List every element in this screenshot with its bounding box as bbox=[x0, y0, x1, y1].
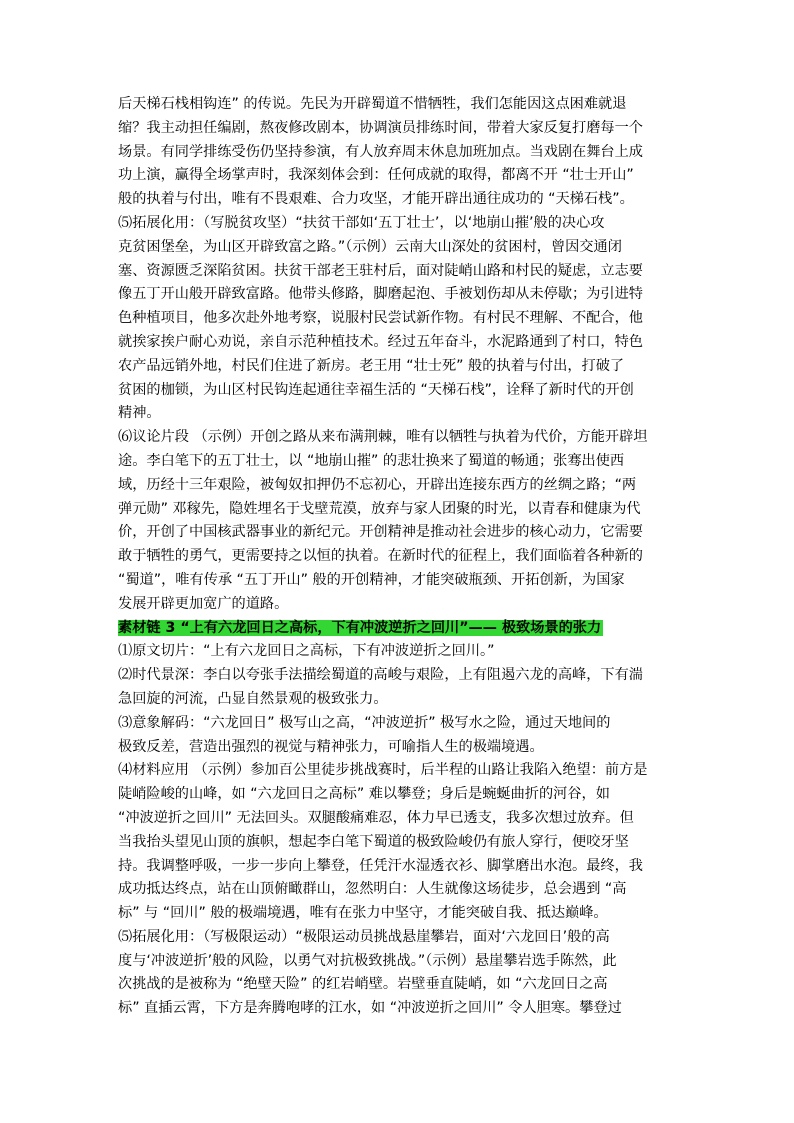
text-line: “冲波逆折之回川” 无法回头。双腿酸痛难忍，体力早已透支，我多次想过放弃。但 bbox=[118, 809, 634, 826]
text-line: 像五丁开山般开辟致富路。他带头修路，脚磨起泡、手被划伤却从未停歇；为引进特 bbox=[118, 286, 643, 303]
text-line: 敢于牺牲的勇气，更需要持之以恒的执着。在新时代的征程上，我们面临着各种新的 bbox=[118, 548, 643, 565]
text-line: 域，历经十三年艰险，被匈奴扣押仍不忘初心，开辟出连接东西方的丝绸之路；“两 bbox=[118, 476, 637, 493]
document-page bbox=[118, 93, 680, 1021]
text-line: 急回旋的河流，凸显自然景观的极致张力。 bbox=[118, 690, 388, 707]
text-line: 发展开辟更加宽广的道路。 bbox=[118, 595, 289, 612]
text-line: 克贫困堡垒，为山区开辟致富之路。”（示例）云南大山深处的贫困村，曾因交通闭 bbox=[118, 238, 622, 255]
text-line: 度与‘冲波逆折’般的风险，以勇气对抗极致挑战。”（示例）悬崖攀岩选手陈然，此 bbox=[118, 952, 617, 969]
text-line: 就挨家挨户耐心劝说，亲自示范种植技术。经过五年奋斗，水泥路通到了村口，特色 bbox=[118, 333, 643, 350]
text-line: 塞、资源匮乏深陷贫困。扶贫干部老王驻村后，面对陡峭山路和村民的疑虑，立志要 bbox=[118, 262, 643, 279]
text-line: 陡峭险峻的山峰，如 “六龙回日之高标” 难以攀登；身后是蜿蜒曲折的河谷，如 bbox=[118, 786, 610, 803]
text-line: ⑸拓展化用：（写极限运动）“极限运动员挑战悬崖攀岩，面对‘六龙回日’般的高 bbox=[118, 928, 610, 945]
text-line: 精神。 bbox=[118, 405, 161, 422]
text-line: 极致反差，营造出强烈的视觉与精神张力，可喻指人生的极端境遇。 bbox=[118, 738, 544, 755]
text-line: 色种植项目，他多次赴外地考察，说服村民尝试新作物。有村民不理解、不配合，他 bbox=[118, 310, 643, 327]
text-line: ⑵时代景深：李白以夸张手法描绘蜀道的高峻与艰险，上有阻遏六龙的高峰，下有湍 bbox=[118, 667, 643, 684]
text-line: 贫困的枷锁，为山区村民钩连起通往幸福生活的 “天梯石栈”，诠释了新时代的开创 bbox=[118, 381, 634, 398]
text-line: 缩？我主动担任编剧，熬夜修改剧本，协调演员排练时间，带着大家反复打磨每一个 bbox=[118, 119, 643, 136]
section-heading: 素材链 3 “上有六龙回日之高标，下有冲波逆折之回川”—— 极致场景的张力 bbox=[118, 619, 602, 636]
text-line: ⑶意象解码：“六龙回日” 极写山之高，“冲波逆折” 极写水之险，通过天地间的 bbox=[118, 714, 611, 731]
text-line: 功上演，赢得全场掌声时，我深刻体会到：任何成就的取得，都离不开 “壮士开山” bbox=[118, 167, 634, 184]
text-line: 当我抬头望见山顶的旗帜，想起李白笔下蜀道的极致险峻仍有旅人穿行，便咬牙坚 bbox=[118, 833, 629, 850]
text-line: 标” 直插云霄，下方是奔腾咆哮的江水，如 “冲波逆折之回川” 令人胆寒。攀登过 bbox=[118, 1000, 622, 1017]
text-line: 后天梯石栈相钩连” 的传说。先民为开辟蜀道不惜牺牲，我们怎能因这点困难就退 bbox=[118, 96, 627, 112]
text-line: 农产品远销外地，村民们住进了新房。老王用 “壮士死” 般的执着与付出，打破了 bbox=[118, 357, 625, 374]
essay-section-1 bbox=[118, 93, 680, 617]
text-line: “蜀道”，唯有传承 “五丁开山” 般的开创精神，才能突破瓶颈、开拓创新，为国家 bbox=[118, 571, 625, 588]
text-line: 弹元勋” 邓稼先，隐姓埋名于戈壁荒漠，放弃与家人团聚的时光，以青春和健康为代 bbox=[118, 500, 641, 517]
text-line: 价，开创了中国核武器事业的新纪元。开创精神是推动社会进步的核心动力，它需要 bbox=[118, 524, 643, 541]
text-line: 途。李白笔下的五丁壮士，以 “地崩山摧” 的悲壮换来了蜀道的畅通；张骞出使西 bbox=[118, 452, 625, 469]
text-line: 持。我调整呼吸，一步一步向上攀登，任凭汗水湿透衣衫、脚掌磨出水泡。最终，我 bbox=[118, 857, 643, 874]
essay-section-2 bbox=[118, 640, 680, 1021]
text-line: 场景。有同学排练受伤仍坚持参演，有人放弃周末休息加班加点。当戏剧在舞台上成 bbox=[118, 143, 643, 160]
text-line: ⑷材料应用 （示例）参加百公里徒步挑战赛时，后半程的山路让我陷入绝望：前方是 bbox=[118, 762, 648, 779]
text-line: ⑴原文切片：“上有六龙回日之高标，下有冲波逆折之回川。” bbox=[118, 643, 495, 660]
section-heading-row bbox=[118, 617, 680, 641]
text-line: 成功抵达终点，站在山顶俯瞰群山，忽然明白：人生就像这场徒步，总会遇到 “高 bbox=[118, 881, 627, 898]
text-line: 次挑战的是被称为 “绝壁天险” 的红岩峭壁。岩壁垂直陡峭，如 “六龙回日之高 bbox=[118, 976, 608, 993]
text-line: 标” 与 “回川” 般的极端境遇，唯有在张力中坚守，才能突破自我、抵达巅峰。 bbox=[118, 905, 608, 922]
text-line: ⑹议论片段 （示例）开创之路从来布满荆棘，唯有以牺牲与执着为代价，方能开辟坦 bbox=[118, 429, 648, 446]
text-line: 般的执着与付出，唯有不畏艰难、合力攻坚，才能开辟出通往成功的 “天梯石栈”。 bbox=[118, 191, 634, 208]
text-line: ⑸拓展化用：（写脱贫攻坚）“扶贫干部如‘五丁壮士’，以‘地崩山摧’般的决心攻 bbox=[118, 214, 605, 231]
